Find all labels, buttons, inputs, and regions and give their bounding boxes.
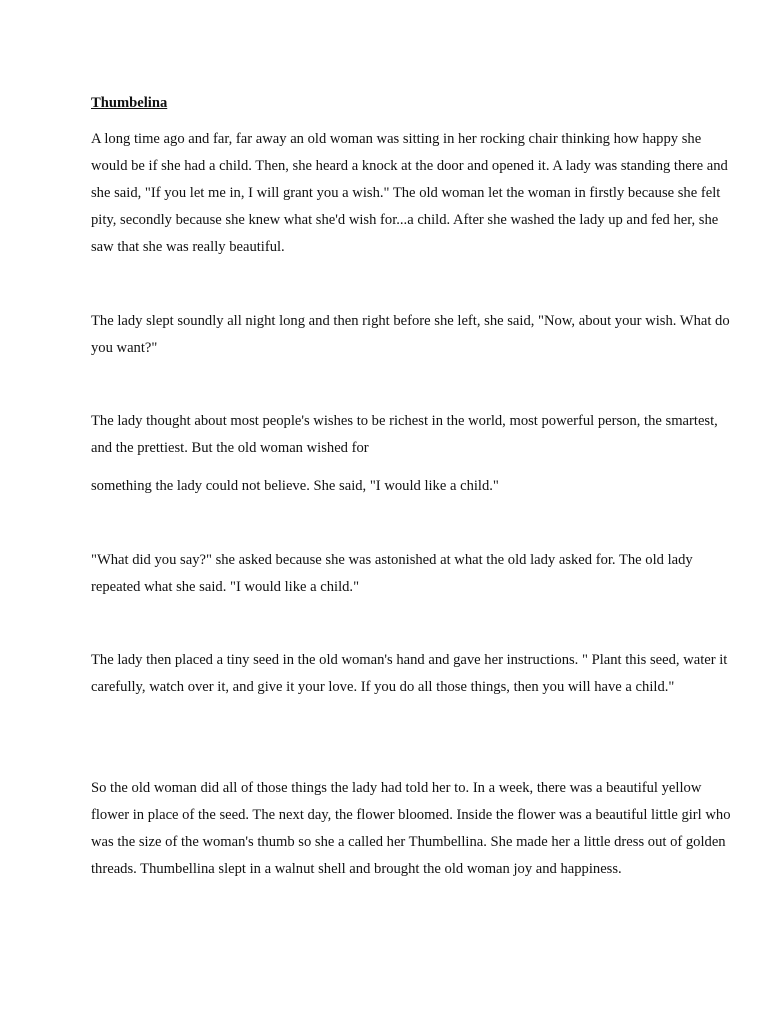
paragraph-6: The lady then placed a tiny seed in the old woman's hand and gave her instructions. " Plant this seed, water it carefully, watch over it, and give it your love. If you do all those things, then you will have a child.": [91, 652, 728, 695]
paragraph-1: A long time ago and far, far away an old woman was sitting in her rocking chair thinking how happy she would be if she had a child. Then, she heard a knock at the door and opened it. A lady was standing there and she said, "If you let me in, I will grant you a wish." The old woman let the woman in firstly because she felt pity, secondly because she knew what she'd wish for...a child. After she washed the lady up and fed her, she saw that she was really beautiful.: [91, 131, 728, 255]
document-title: Thumbelina: [91, 95, 168, 111]
paragraph-2: The lady slept soundly all night long and then right before she left, she said, "Now, about your wish. What do you want?": [91, 313, 730, 356]
paragraph-4: something the lady could not believe. She said, "I would like a child.": [91, 478, 499, 494]
paragraph-5: "What did you say?" she asked because she was astonished at what the old lady asked for. The old lady repeated what she said. "I would like a child.": [91, 552, 693, 595]
paragraph-7: So the old woman did all of those things the lady had told her to. In a week, there was a beautiful yellow flower in place of the seed. The next day, the flower bloomed. Inside the flower was a beautiful little girl who was the size of the woman's thumb so she a called her Thumbellina. She made her a little dress out of golden threads. Thumbellina slept in a walnut shell and brought the old woman joy and happiness.: [91, 780, 731, 877]
paragraph-3: The lady thought about most people's wishes to be richest in the world, most powerful person, the smartest, and the prettiest. But the old woman wished for: [91, 413, 718, 456]
